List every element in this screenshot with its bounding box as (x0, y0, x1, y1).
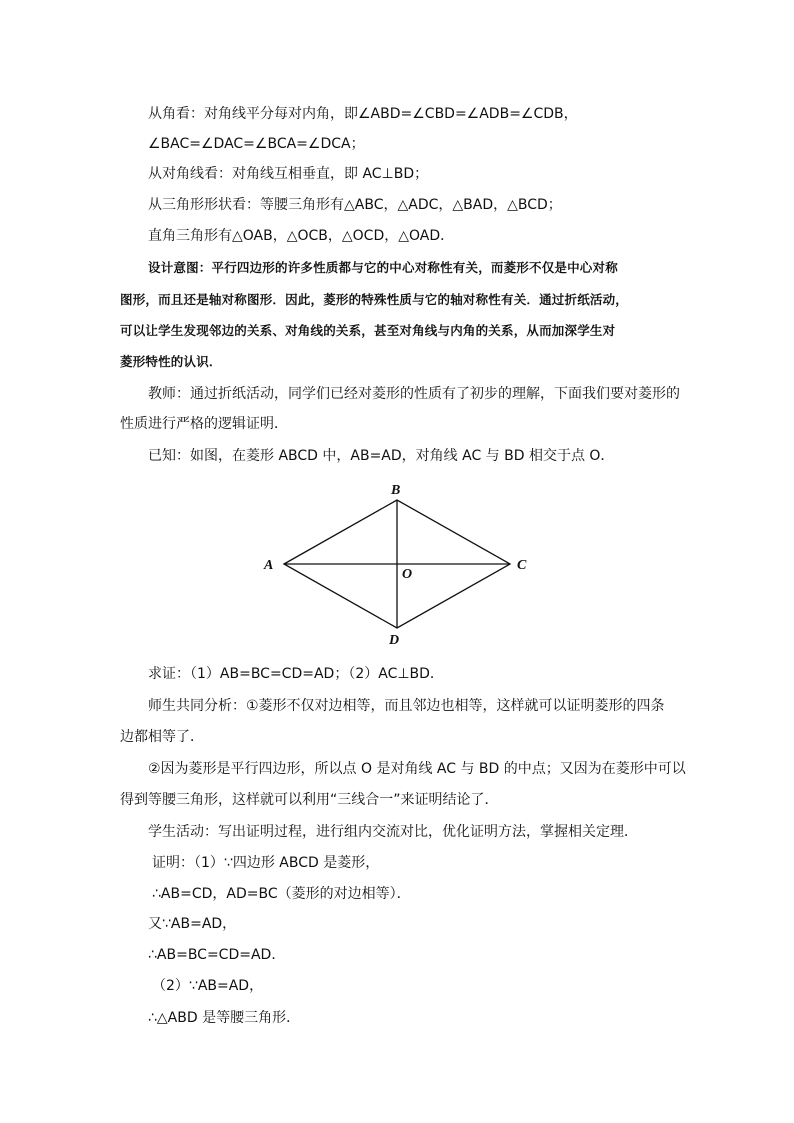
given-statement: 已知：如图，在菱形 ABCD 中，AB=AD，对角线 AC 与 BD 相交于点 O． (148, 448, 615, 464)
vertex-label-b: B (391, 483, 401, 498)
proof-line-3: 又∵AB=AD， (148, 916, 237, 932)
proof-line-4: ∴AB=BC=CD=AD． (148, 947, 286, 963)
design-intent-line-2: 图形，而且还是轴对称图形．因此，菱形的特殊性质与它的轴对称性有关．通过折纸活动， (120, 292, 629, 307)
vertex-label-c: C (517, 558, 527, 573)
proof-line-2: ∴AB=CD，AD=BC（菱形的对边相等）． (152, 886, 411, 902)
to-prove-statement: 求证：（1）AB=BC=CD=AD；（2）AC⊥BD． (148, 666, 444, 682)
text-line-angle-bisect: 从角看：对角线平分每对内角，即∠ABD=∠CBD=∠ADB=∠CDB， (148, 106, 578, 122)
analysis-line-4: 得到等腰三角形，这样就可以利用“三线合一”来证明结论了． (120, 792, 499, 808)
center-label-o: O (402, 567, 413, 582)
design-intent-line-4: 菱形特性的认识． (120, 354, 222, 369)
rhombus-figure (250, 480, 550, 655)
teacher-line-1: 教师：通过折纸活动，同学们已经对菱形的性质有了初步的理解，下面我们要对菱形的 (148, 386, 680, 402)
design-intent-line-3: 可以让学生发现邻边的关系、对角线的关系，甚至对角线与内角的关系，从而加深学生对 (120, 323, 616, 338)
proof-line-1: 证明：（1）∵四边形 ABCD 是菱形， (152, 855, 380, 871)
analysis-line-1: 师生共同分析：①菱形不仅对边相等，而且邻边也相等，这样就可以证明菱形的四条 (148, 698, 665, 714)
analysis-line-3: ②因为菱形是平行四边形，所以点 O 是对角线 AC 与 BD 的中点；又因为在菱形中可以 (148, 761, 686, 777)
vertex-label-a: A (264, 558, 274, 573)
text-line-diagonals-perpendicular: 从对角线看：对角线互相垂直，即 AC⊥BD； (148, 166, 429, 182)
design-intent-line-1: 设计意图：平行四边形的许多性质都与它的中心对称性有关，而菱形不仅是中心对称 (148, 260, 618, 275)
vertex-label-d: D (389, 633, 400, 648)
analysis-line-2: 边都相等了． (120, 729, 204, 745)
proof-line-5: （2）∵AB=AD， (152, 978, 264, 994)
text-line-isosceles-triangles: 从三角形形状看：等腰三角形有△ABC，△ADC，△BAD，△BCD； (148, 197, 562, 213)
student-activity: 学生活动：写出证明过程，进行组内交流对比，优化证明方法，掌握相关定理． (148, 824, 638, 840)
proof-line-6: ∴△ABD 是等腰三角形． (148, 1010, 301, 1026)
teacher-line-2: 性质进行严格的逻辑证明． (120, 416, 288, 432)
text-line-right-triangles: 直角三角形有△OAB，△OCB，△OCD，△OAD． (148, 228, 455, 244)
text-line-angle-equalities: ∠BAC=∠DAC=∠BCA=∠DCA； (148, 136, 365, 152)
